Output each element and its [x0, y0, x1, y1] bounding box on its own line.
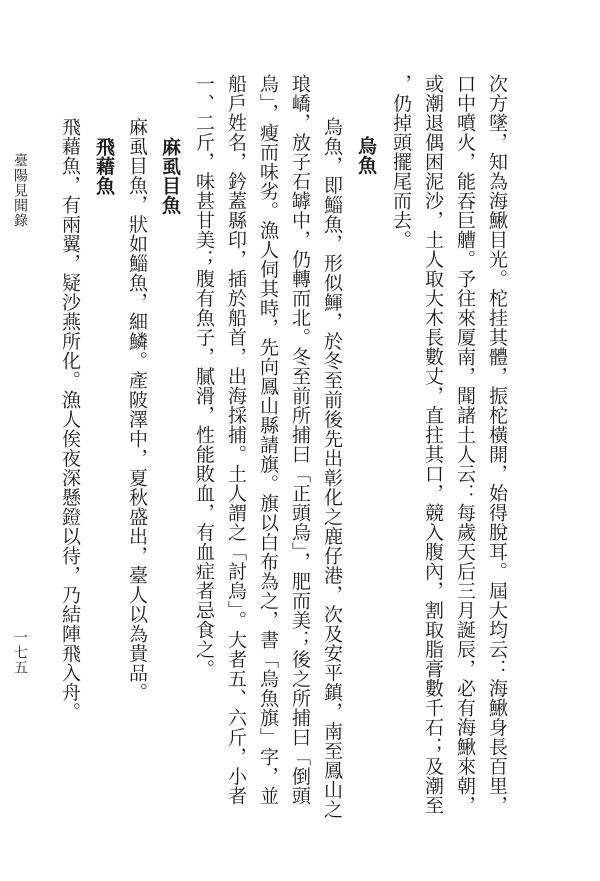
body-line-9: 一、二斤，味甚甘美；腹有魚子，膩滑，性能敗血，有血症者忌食之。 [193, 74, 215, 679]
body-line-3: 或潮退偶困泥沙，土人取大木長數丈，直拄其口，競入腹內，割取脂膏數千石；及潮至 [422, 74, 444, 815]
body-line-2: 口中噴火，能吞巨艚。予往來厦南，聞諸土人云：每歲天后三月誕辰，必有海鰍來朝， [454, 74, 476, 815]
body-line-7: 烏」，瘦而味劣。漁人伺其時，先向鳳山縣請旗。旗以白布為之，書「烏魚旗」字，並 [257, 74, 279, 806]
running-title: 臺陽見聞錄 [12, 153, 28, 228]
body-line-5: 烏魚，即鯔魚，形似鯶，於冬至前後先出彰化之鹿仔港，次及安平鎮，南至鳳山之 [321, 117, 343, 819]
body-line-4: ，仍掉頭擺尾而去。 [390, 74, 412, 250]
section-heading-mashimuyu: 麻虱目魚 [159, 137, 181, 215]
body-line-6: 琅嶠，放子石罅中，仍轉而北。冬至前所捕曰「正頭烏」，肥而美；後之所捕曰「倒頭 [289, 74, 311, 806]
section-heading-feijieyu: 飛藉魚 [93, 137, 115, 196]
body-line-10: 麻虱目魚，狀如鯔魚，細鱗。產陂澤中，夏秋盛出，臺人以為貴品。 [126, 117, 148, 702]
body-line-11: 飛藉魚，有兩翼，疑沙燕所化。漁人俟夜深懸鐙以待，乃結陣飛入舟。 [59, 117, 81, 722]
body-line-1: 次方墜，知為海鰍目光。柁挂其體，振柁橫開，始得脫耳。屆大均云：海鰍身長百里， [486, 74, 508, 815]
section-heading-wuyu: 烏魚 [355, 136, 377, 175]
page-number: 一七五 [12, 630, 28, 675]
body-line-8: 船戶姓名，鈐蓋縣印，插於船首，出海採捕。土人謂之「討烏」。大者五、六斤，小者 [225, 74, 247, 806]
